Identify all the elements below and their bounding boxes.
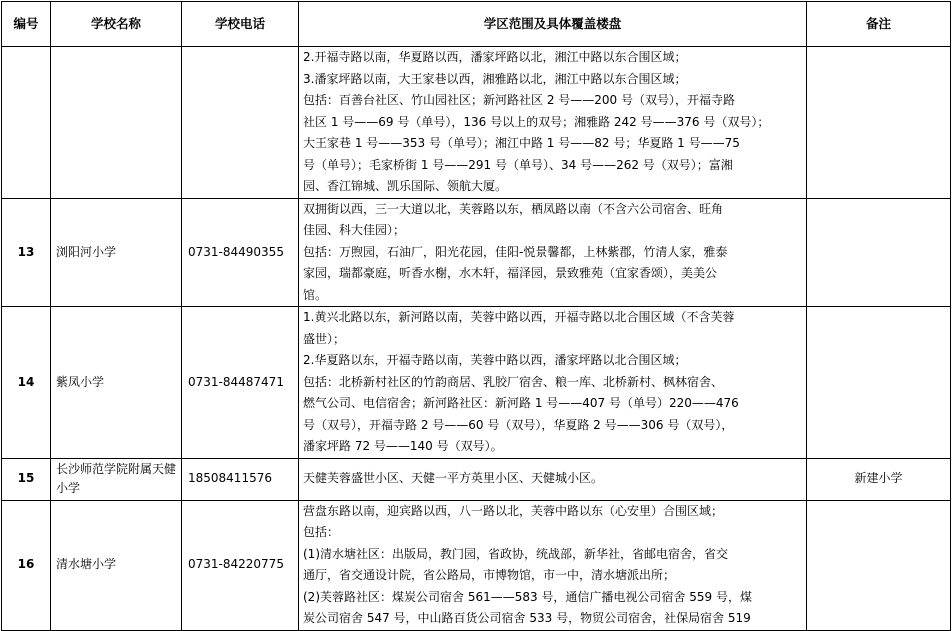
school-phone: 0731-84487471 <box>182 307 299 459</box>
area-line: 3.潘家坪路以南，大王家巷以西，湘雅路以北，湘江中路以东合围区域； <box>303 71 687 86</box>
area-line: (1)清水塘社区：出版局，教门园，省政协，统战部，新华社，省邮电宿舍，省交 <box>303 546 729 561</box>
area-line: 大王家巷 1 号——353 号（单号）；湘江中路 1 号——82 号；华夏路 1 号——75 <box>303 136 740 150</box>
area-line: 园、香江锦城、凯乐国际、领航大厦。 <box>303 179 508 193</box>
header-school-phone: 学校电话 <box>182 2 299 47</box>
table-row <box>2 500 951 630</box>
area-line: 盛世）； <box>303 331 346 346</box>
area-line: 双拥街以西，三一大道以北，芙蓉路以东，栖凤路以南（不含六公司宿舍、旺角 <box>303 201 724 216</box>
area-line: 1.黄兴北路以东，新河路以南，芙蓉中路以西，开福寺路以北合围区域（不含芙蓉 <box>303 310 735 324</box>
school-district-table <box>1 1 951 631</box>
header-school-name: 学校名称 <box>51 2 182 47</box>
table-row <box>2 47 951 199</box>
row-num: 16 <box>2 500 51 630</box>
header-district-area: 学区范围及具体覆盖楼盘 <box>299 2 807 47</box>
area-line: 营盘东路以南，迎宾路以西，八一路以北，芙蓉中路以东（心安里）合围区域； <box>303 503 724 518</box>
row-note <box>807 198 951 307</box>
area-line: 2.华夏路以东，开福寺路以南，芙蓉中路以西，潘家坪路以北合围区域； <box>303 353 687 367</box>
area-line: 潘家坪路 72 号——140 号（双号）。 <box>303 439 503 453</box>
area-line: 馆。 <box>303 287 328 302</box>
school-name: 长沙师范学院附属天健小学 <box>51 458 182 500</box>
area-line: 燃气公司、电信宿舍；新河路社区：新河路 1 号——407 号（单号）220——476 <box>303 396 739 410</box>
row-num: 13 <box>2 198 51 307</box>
area-line: 家园，瑞都豪庭，听香水榭，水木轩，福泽园，景致雅苑（宜家香颂），美美公 <box>303 266 718 280</box>
area-line: 2.开福寺路以南，华夏路以西，潘家坪路以北，湘江中路以东合围区域； <box>303 50 687 64</box>
area-line: (2)芙蓉路社区：煤炭公司宿舍 561——583 号，通信广播电视公司宿舍 559 号，煤 <box>303 589 752 604</box>
school-name <box>51 47 182 199</box>
school-name: 浏阳河小学 <box>51 198 182 307</box>
area-line: 包括：百善台社区、竹山园社区；新河路社区 2 号——200 号（双号），开福寺路 <box>303 93 735 107</box>
district-area <box>299 198 807 307</box>
header-row <box>2 2 951 47</box>
table-row <box>2 307 951 459</box>
header-note: 备注 <box>807 2 951 47</box>
district-area <box>299 458 807 500</box>
area-line: 包括： <box>303 525 340 539</box>
school-name: 紫凤小学 <box>51 307 182 459</box>
area-line: 号（双号），开福寺路 2 号——60 号（双号），华夏路 2 号——306 号（双号）， <box>303 417 734 432</box>
area-line: 佳园、科大佳园）； <box>303 223 406 237</box>
table-row <box>2 198 951 307</box>
area-line: 天健芙蓉盛世小区、天健一平方英里小区、天健城小区。 <box>303 471 604 486</box>
row-num <box>2 47 51 199</box>
header-num: 编号 <box>2 2 51 47</box>
district-area <box>299 307 807 459</box>
row-num: 14 <box>2 307 51 459</box>
school-phone <box>182 47 299 199</box>
school-name: 清水塘小学 <box>51 500 182 630</box>
row-note <box>807 47 951 199</box>
area-line: 包括：北桥新村社区的竹韵商居、乳胶厂宿舍、粮一库、北桥新村、枫林宿舍、 <box>303 374 724 389</box>
row-note <box>807 500 951 630</box>
table-row <box>2 458 951 500</box>
row-num: 15 <box>2 458 51 500</box>
school-phone: 0731-84490355 <box>182 198 299 307</box>
row-note <box>807 307 951 459</box>
area-line: 社区 1 号——69 号（单号），136 号以上的双号；湘雅路 242 号——376 号（双号）； <box>303 114 770 129</box>
school-phone: 0731-84220775 <box>182 500 299 630</box>
row-note: 新建小学 <box>807 458 951 500</box>
area-line: 通厅，省交通设计院，省公路局，市博物馆，市一中，清水塘派出所； <box>303 568 676 582</box>
area-line: 号（单号）；毛家桥街 1 号——291 号（单号）、34 号——262 号（双号）；富湘 <box>303 157 733 172</box>
district-area <box>299 500 807 630</box>
school-phone: 18508411576 <box>182 458 299 500</box>
area-line: 包括：万煦园，石油厂，阳光花园，佳阳-悦景馨都，上林紫郡，竹清人家，雅泰 <box>303 244 728 259</box>
area-line: 炭公司宿舍 547 号，中山路百货公司宿舍 533 号，物贸公司宿舍，社保局宿舍 519 <box>303 611 751 625</box>
district-area <box>299 47 807 199</box>
